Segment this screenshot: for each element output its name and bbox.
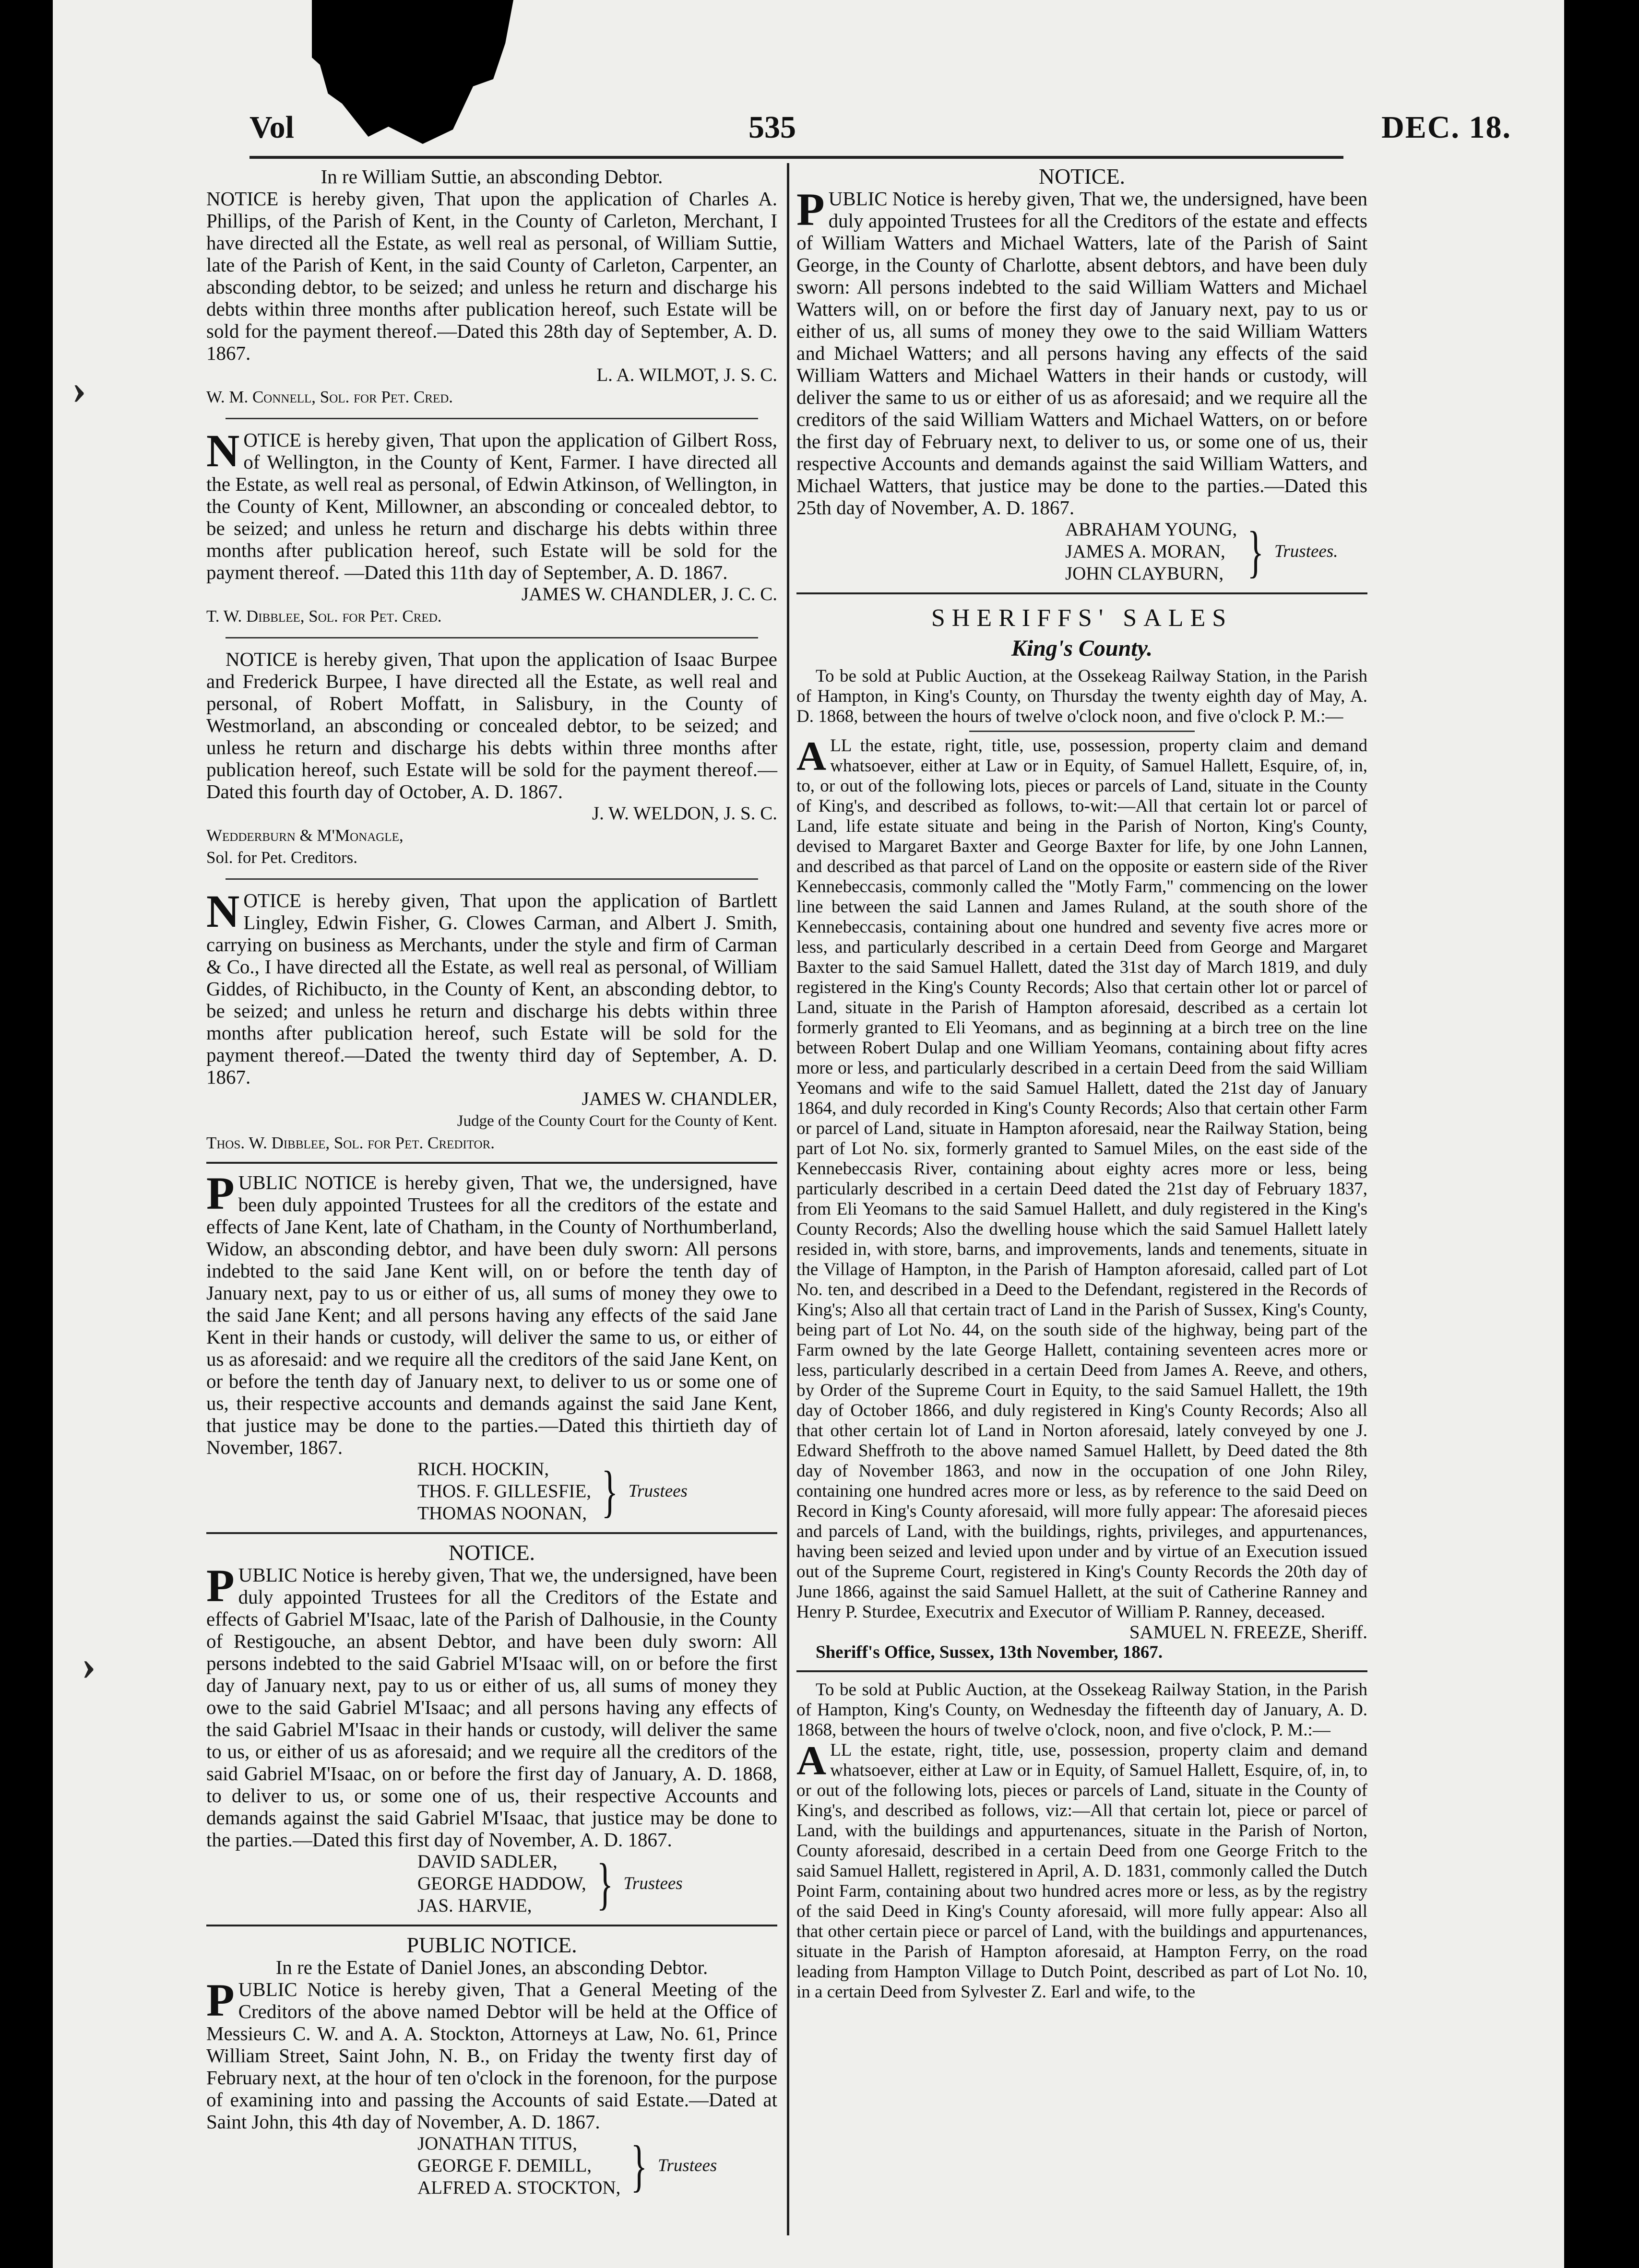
notice-body: UBLIC Notice is hereby given, That we, the undersigned, have been duly appointed Trustees for all the Creditors of the Estate and effects of Gabriel M'Isaac, late of the Parish of Dalhousie, in the County of Restigouche, an absent Debtor, and have been duly sworn: All persons indebted to the said Gabriel M'Isaac will, on or before the first day of January next, pay to us or either of us, all sums of money they owe to the said Gabriel M'Isaac; and all persons having any effects of the said Gabriel M'Isaac in their hands or custody, will deliver the same to us, or either of us as aforesaid; and we require all the creditors of the said Gabriel M'Isaac, on or before the first day of January, A. D. 1868, to deliver to us, or some one of us, their respective Accounts and demands against the said Gabriel M'Isaac, that justice may be done to the parties.—Dated this first day of November, A. D. 1867.: [206, 1564, 777, 1851]
notice-ross: [206, 425, 777, 627]
separator: [226, 878, 758, 880]
notice-body: UBLIC NOTICE is hereby given, That we, the undersigned, have been duly appointed Trustees for all the creditors of the estate and effects of Jane Kent, late of Chatham, in the County of Northumberland, Widow, an absconding debtor, and have been duly sworn: All persons indebted to the said Jane Kent will, on or before the tenth day of January next, pay to us or either of us, all sums of money they owe to the said Jane Kent; and all persons having any effects of the said Jane Kent in their hands or custody, will deliver the same to us, or either of us as aforesaid: and we require all the creditors of the said Jane Kent, on or before the tenth day of January next, to deliver to us or some one of us, their respective accounts and demands against the said Jane Kent, that justice may be done to the parties.—Dated this thirtieth day of November, 1867.: [206, 1171, 777, 1458]
page-header: [249, 109, 1511, 162]
notice-title: In re William Suttie, an absconding Debtor.: [321, 165, 663, 188]
separator: [206, 1532, 777, 1534]
signature: SAMUEL N. FREEZE, Sheriff.: [1129, 1622, 1367, 1642]
trustee-block: [417, 1851, 777, 1917]
notice-subtitle: In re the Estate of Daniel Jones, an absconding Debtor.: [275, 1956, 708, 1978]
drop-cap: P: [206, 1560, 235, 1611]
trustee-name: GEORGE HADDOW,: [417, 1873, 586, 1894]
drop-cap: A: [796, 1737, 827, 1784]
brace-glyph: }: [596, 1852, 613, 1915]
drop-cap: P: [206, 1974, 235, 2026]
sale-intro: To be sold at Public Auction, at the Ossekeag Railway Station, in the Parish of Hampton, King's County, on Wednesday the fifteenth day of January, A. D. 1868, between the hours of twelve o'clock, noon, and five o'clock, P. M.:—: [796, 1680, 1367, 1740]
drop-cap: P: [206, 1168, 235, 1219]
notice-body: OTICE is hereby given, That upon the application of Bartlett Lingley, Edwin Fisher, G. Clowes Carman, and Albert J. Smith, carrying on business as Merchants, under the style and firm of Carman & Co., I have directed all the Estate, as well real as personal, of William Giddes, of Richibucto, in the County of Kent, an absconding debtor, to be seized; and unless he return and discharge his debts within three months after publication hereof, such Estate will be sold for the payment thereof.—Dated the twenty third day of September, A. D. 1867.: [206, 889, 777, 1088]
trustee-name: JAMES A. MORAN,: [1065, 541, 1225, 562]
trustees-label: Trustees: [628, 1481, 688, 1501]
separator: [226, 418, 758, 419]
notice-title: NOTICE.: [1038, 164, 1126, 189]
notice-burpee: [206, 648, 777, 869]
solicitor: Thos. W. Dibblee, Sol. for Pet. Creditor.: [206, 1134, 495, 1152]
sale-body: LL the estate, right, title, use, possession, property claim and demand whatsoever, either at Law or in Equity, of Samuel Hallett, Esquire, of, in, to or out of the following lots, pieces or parcels of Land, situate in the County of King's, and described as follows, viz:—All that certain lot, piece or parcel of Land, with the buildings and appurtenances, situate in the Parish of Norton, County aforesaid, described in a certain Deed from one George Fritch to the said Samuel Hallett, registered in April, A. D. 1831, commonly called the Dutch Point Farm, containing about two hundred acres more or less, as by the registry of the said Deed in King's County aforesaid, will more fully appear: Also all that other certain piece or parcel of Land, with the buildings and appurtenances, situate in the Parish of Hampton aforesaid, at Hampton Ferry, on the road leading from Hampton Village to Dutch Point, described as part of Lot No. 10, in a certain Deed from Sylvester Z. Earl and wife, to the: [796, 1740, 1367, 2002]
trustee-name: RICH. HOCKIN,: [417, 1459, 549, 1479]
sale-intro: To be sold at Public Auction, at the Ossekeag Railway Station, in the Parish of Hampton, in King's County, on Thursday the twenty eighth day of May, A. D. 1868, between the hours of twelve o'clock noon, and five o'clock P. M.:—: [796, 666, 1367, 726]
separator: [226, 637, 758, 638]
brace-glyph: }: [601, 1459, 618, 1523]
notice-body: UBLIC Notice is hereby given, That a General Meeting of the Creditors of the above named Debtor will be held at the Office of Messieurs C. W. and A. A. Stockton, Attorneys at Law, No. 61, Prince William Street, Saint John, N. B., on Friday the twenty first day of February next, at the hour of ten o'clock in the forenoon, for the purpose of examining into and passing the Accounts of said Estate.—Dated at Saint John, this 4th day of November, A. D. 1867.: [206, 1978, 777, 2133]
separator: [206, 1925, 777, 1926]
trustee-name: JOHN CLAYBURN,: [1065, 563, 1224, 584]
trustee-name: GEORGE F. DEMILL,: [417, 2155, 592, 2176]
drop-cap: N: [206, 886, 240, 937]
drop-cap: P: [796, 184, 825, 235]
judge-title: Judge of the County Court for the County of Kent.: [457, 1112, 777, 1130]
trustees-label: Trustees.: [1274, 542, 1338, 561]
county-heading: King's County.: [1011, 636, 1153, 661]
notice-body: NOTICE is hereby given, That upon the application of Isaac Burpee and Frederick Burpee, I have directed all the Estate, as well real and personal, of Robert Moffatt, in Salisbury, in the County of Westmorland, an absconding or concealed debtor, to be seized; and unless he return and discharge his debts within three months after publication hereof, such Estate will be sold for the payment thereof.—Dated this fourth day of October, A. D. 1867.: [206, 648, 777, 803]
drop-cap: A: [796, 733, 827, 779]
notice-suttie: [206, 165, 777, 408]
trustee-block: [417, 2133, 777, 2199]
left-column: [206, 165, 777, 2199]
margin-mark: ›: [72, 366, 86, 413]
solicitor-role: Sol. for Pet. Creditors.: [206, 848, 357, 867]
signature: L. A. WILMOT, J. S. C.: [596, 365, 777, 385]
brace-glyph: }: [1247, 520, 1264, 583]
separator: [796, 1670, 1367, 1672]
trustees-label: Trustees: [623, 1874, 683, 1893]
trustees-label: Trustees: [657, 2156, 717, 2175]
sale-notice-2: [796, 1680, 1367, 2002]
header-rule: [249, 156, 1343, 159]
notice-misaac: [206, 1542, 777, 1917]
notice-title: PUBLIC NOTICE.: [406, 1933, 577, 1957]
sale-notice-1: [796, 666, 1367, 1663]
solicitor: W. M. Connell, Sol. for Pet. Cred.: [206, 388, 453, 406]
page-number: 535: [748, 110, 796, 145]
trustee-name: JAS. HARVIE,: [417, 1895, 532, 1916]
volume-label: Vol: [249, 110, 294, 145]
column-divider: [787, 163, 789, 2235]
notice-kent: [206, 1168, 777, 1524]
trustee-name: JONATHAN TITUS,: [417, 2133, 577, 2154]
separator: [969, 731, 1195, 732]
signature: J. W. WELDON, J. S. C.: [592, 803, 777, 824]
sheriff-office: Sheriff's Office, Sussex, 13th November, 1867.: [816, 1642, 1163, 1662]
notice-body: UBLIC Notice is hereby given, That we, the undersigned, have been duly appointed Trustees for all the Creditors of the estate and effects of William Watters and Michael Watters, late of the Parish of Saint George, in the County of Charlotte, absent debtors, and have been duly sworn: All persons indebted to the said William Watters and Michael Watters will, on or before the first day of January next, pay to us or either of us, all sums of money they owe to the said William Watters and Michael Watters; and all persons having any effects of the said William Watters and Michael Watters in their hands or custody, will deliver the same to us or either of us as aforesaid; and we require all the creditors of the said William Watters and Michael Watters, on or before the first day of February next, to deliver to us, or some one of us, their respective Accounts and demands against the said William Watters, and Michael Watters, that justice may be done to the parties.—Dated this 25th day of November, A. D. 1867.: [796, 188, 1367, 519]
trustee-name: THOS. F. GILLESFIE,: [417, 1481, 591, 1501]
issue-date: DEC. 18.: [1381, 110, 1511, 145]
sale-body: LL the estate, right, title, use, possession, property claim and demand whatsoever, either at Law or in Equity, of Samuel Hallett, Esquire, of, in, to, or out of the following lots, pieces or parcels of Land, situate in the County of King's, and described as follows, to-wit:—All that certain lot or parcel of Land, life estate situate and being in the Parish of Norton, King's County, devised to Margaret Baxter and George Baxter for life, by one John Lannen, and described as that parcel of Land on the opposite or eastern side of the River Kennebeccasis, commonly called the "Motly Farm," commencing on the lower line between the said Lannen and James Ruland, at the south shore of the Kennebeccasis, containing about one hundred and seventy five acres more or less, and particularly described in a certain Deed from George and Margaret Baxter to the said Samuel Hallett, dated the 31st day of March 1819, and duly registered in the King's County Records; Also that certain other lot or parcel of Land, situate in the Parish of Hampton aforesaid, described as a certain lot formerly granted to Eli Yeomans, and as beginning at a birch tree on the line between Robert Dulap and one William Yeomans, containing about fifty acres more or less, and particularly described in a certain Deed from the said William Yeomans and wife to the said Samuel Hallett, dated the 21st day of January 1864, and duly recorded in King's County Records; Also that certain other Farm or parcel of Land, situate in Hampton aforesaid, near the Railway Station, being part of Lot No. six, formerly granted to Samuel Miles, on the east side of the Kennebeccasis River, containing about eighty acres more or less, being particularly described in a certain Deed dated the 21st day of February 1837, from Eli Yeomans to the said Samuel Hallett, and duly registered in the King's County Records; Also the dwelling house which the said Samuel Hallett lately resided in, with store, barns, and improvements, lands and tenements, situate in the Village of Hampton, in the Parish of Hampton aforesaid, called part of Lot No. ten, and described in a Deed to the Defendant, registered in the Records of King's; Also all that certain tract of Land in the Parish of Sussex, King's County, being part of Lot No. 44, on the south side of the highway, being part of the Farm owned by the late George Hallett, containing seventeen acres more or less, particularly described in a certain Deed from James A. Reeve, and others, by Order of the Supreme Court in Equity, to the said Samuel Hallett, the 19th day of October 1866, and duly registered in King's County Records; Also all that other certain lot of Land in Norton aforesaid, lately conveyed by one J. Edward Sheffroth to the above named Samuel Hallett, by Deed dated the 8th day of November 1863, and now in the occupation of one John Riley, containing one hundred acres more or less, as by reference to the said Deed on Record in King's County aforesaid, will more fully appear: The aforesaid pieces and parcels of Land, with the buildings, rights, privileges, and appurtenances, having been seized and levied upon under and by virtue of an Execution issued out of the Supreme Court, registered in King's County Records the 20th day of June 1866, against the said Samuel Hallett, at the suit of Catherine Ranney and Henry P. Sturdee, Executrix and Executor of William P. Ranney, deceased.: [796, 736, 1367, 1622]
solicitor: T. W. Dibblee, Sol. for Pet. Cred.: [206, 607, 442, 626]
separator: [796, 592, 1367, 594]
notice-body: OTICE is hereby given, That upon the application of Gilbert Ross, of Wellington, in the County of Kent, Farmer. I have directed all the Estate, as well real as personal, of Edwin Atkinson, of Wellington, in the County of Kent, Millowner, an absconding or concealed debtor, to be seized; and unless he return and discharge his debts within three months after publication hereof, such Estate will be sold for the payment thereof. —Dated this 11th day of September, A. D. 1867.: [206, 429, 777, 583]
signature: JAMES W. CHANDLER,: [582, 1088, 777, 1109]
brace-glyph: }: [630, 2134, 648, 2197]
sheriffs-sales-heading: SHERIFFS' SALES: [931, 604, 1233, 632]
trustee-block: [1065, 519, 1367, 585]
right-column: [796, 165, 1367, 2002]
notice-body: NOTICE is hereby given, That upon the application of Charles A. Phillips, of the Parish of Kent, in the County of Carleton, Merchant, I have directed all the Estate, as well real as personal, of William Suttie, late of the Parish of Kent, in the said County of Carleton, Carpenter, an absconding debtor, to be seized; and unless he return and discharge his debts within three months after publication hereof, such Estate will be sold for the payment thereof.—Dated this 28th day of September, A. D. 1867.: [206, 188, 777, 364]
notice-watters: [796, 165, 1367, 585]
trustee-name: ALFRED A. STOCKTON,: [417, 2177, 621, 2198]
margin-mark: ›: [82, 1642, 96, 1689]
trustee-block: [417, 1458, 777, 1524]
separator: [206, 1162, 777, 1164]
drop-cap: N: [206, 425, 240, 476]
notice-title: NOTICE.: [448, 1540, 535, 1565]
notice-jones: [206, 1934, 777, 2199]
notice-lingley: [206, 886, 777, 1154]
signature: JAMES W. CHANDLER, J. C. C.: [521, 584, 777, 604]
trustee-name: ABRAHAM YOUNG,: [1065, 519, 1237, 540]
trustee-name: THOMAS NOONAN,: [417, 1503, 587, 1524]
solicitor: Wedderburn & M'Monagle,: [206, 826, 404, 845]
trustee-name: DAVID SADLER,: [417, 1851, 558, 1872]
